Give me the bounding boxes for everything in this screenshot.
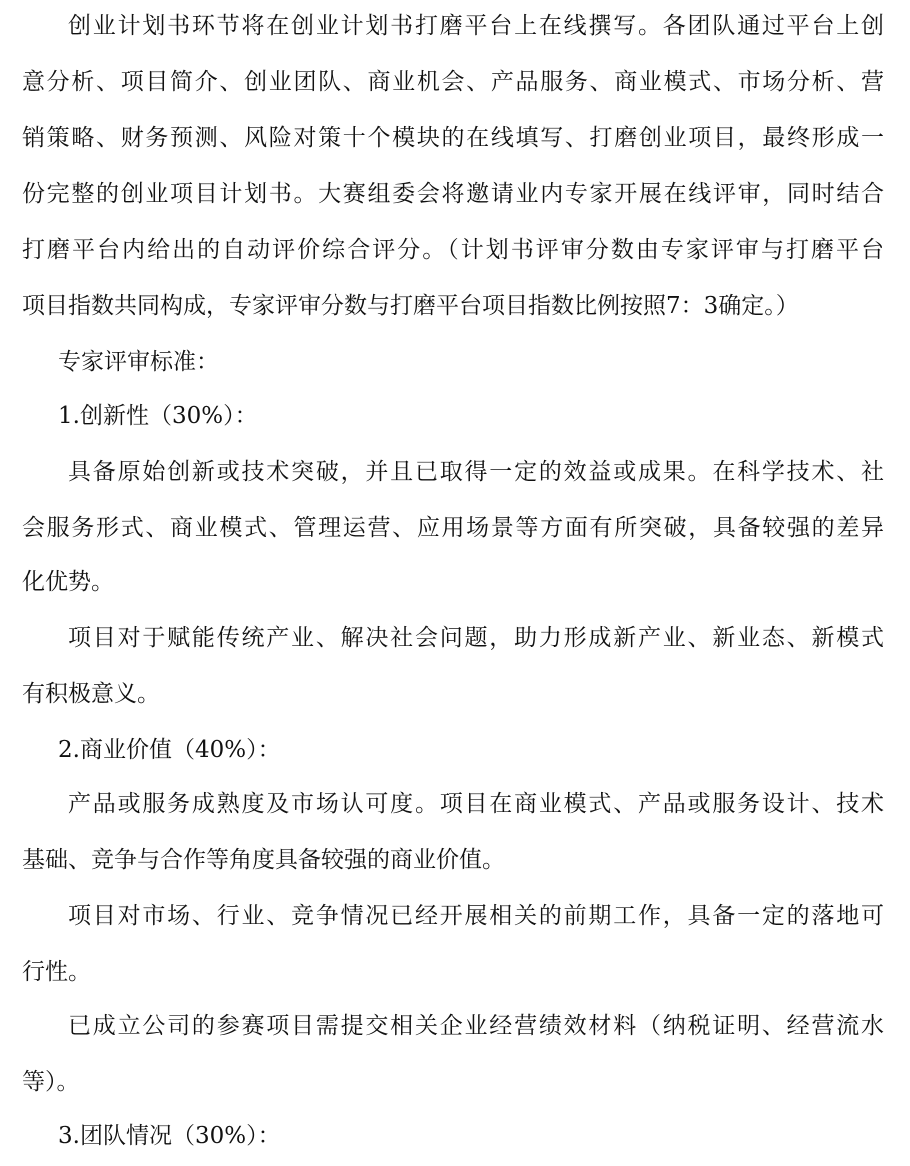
section-2-title: 2.商业价值（40%）： [58, 737, 281, 763]
intro-line-2: 意分析、项目简介、创业团队、商业机会、产品服务、商业模式、市场分析、营 [22, 69, 884, 95]
criteria-heading: 专家评审标准： [58, 349, 219, 375]
section-1-paragraph-2-line-2: 有积极意义。 [22, 681, 160, 707]
section-1-paragraph-1-line-3: 化优势。 [22, 569, 114, 595]
section-1-paragraph-1-line-1: 具备原始创新或技术突破，并且已取得一定的效益或成果。在科学技术、社 [68, 459, 884, 485]
section-3-title: 3.团队情况（30%）： [58, 1123, 281, 1149]
section-2-paragraph-3-line-2: 等）。 [22, 1069, 80, 1095]
section-1-paragraph-2-line-1: 项目对于赋能传统产业、解决社会问题，助力形成新产业、新业态、新模式 [68, 625, 884, 651]
intro-line-5: 打磨平台内给出的自动评价综合评分。（计划书评审分数由专家评审与打磨平台 [22, 237, 884, 263]
section-2-paragraph-2-line-1: 项目对市场、行业、竞争情况已经开展相关的前期工作，具备一定的落地可 [68, 903, 884, 929]
intro-line-4: 份完整的创业项目计划书。大赛组委会将邀请业内专家开展在线评审，同时结合 [22, 181, 884, 207]
intro-line-3: 销策略、财务预测、风险对策十个模块的在线填写、打磨创业项目，最终形成一 [22, 125, 884, 151]
section-1-paragraph-1-line-2: 会服务形式、商业模式、管理运营、应用场景等方面有所突破，具备较强的差异 [22, 515, 884, 541]
intro-line-6: 项目指数共同构成，专家评审分数与打磨平台项目指数比例按照7：3确定。） [22, 293, 799, 319]
section-2-paragraph-3-line-1: 已成立公司的参赛项目需提交相关企业经营绩效材料（纳税证明、经营流水 [68, 1013, 884, 1039]
section-2-paragraph-1-line-2: 基础、竞争与合作等角度具备较强的商业价值。 [22, 847, 505, 873]
section-1-title: 1.创新性（30%）： [58, 403, 258, 429]
section-2-paragraph-2-line-2: 行性。 [22, 959, 91, 985]
section-2-paragraph-1-line-1: 产品或服务成熟度及市场认可度。项目在商业模式、产品或服务设计、技术 [68, 791, 884, 817]
intro-line-1: 创业计划书环节将在创业计划书打磨平台上在线撰写。各团队通过平台上创 [68, 13, 884, 39]
